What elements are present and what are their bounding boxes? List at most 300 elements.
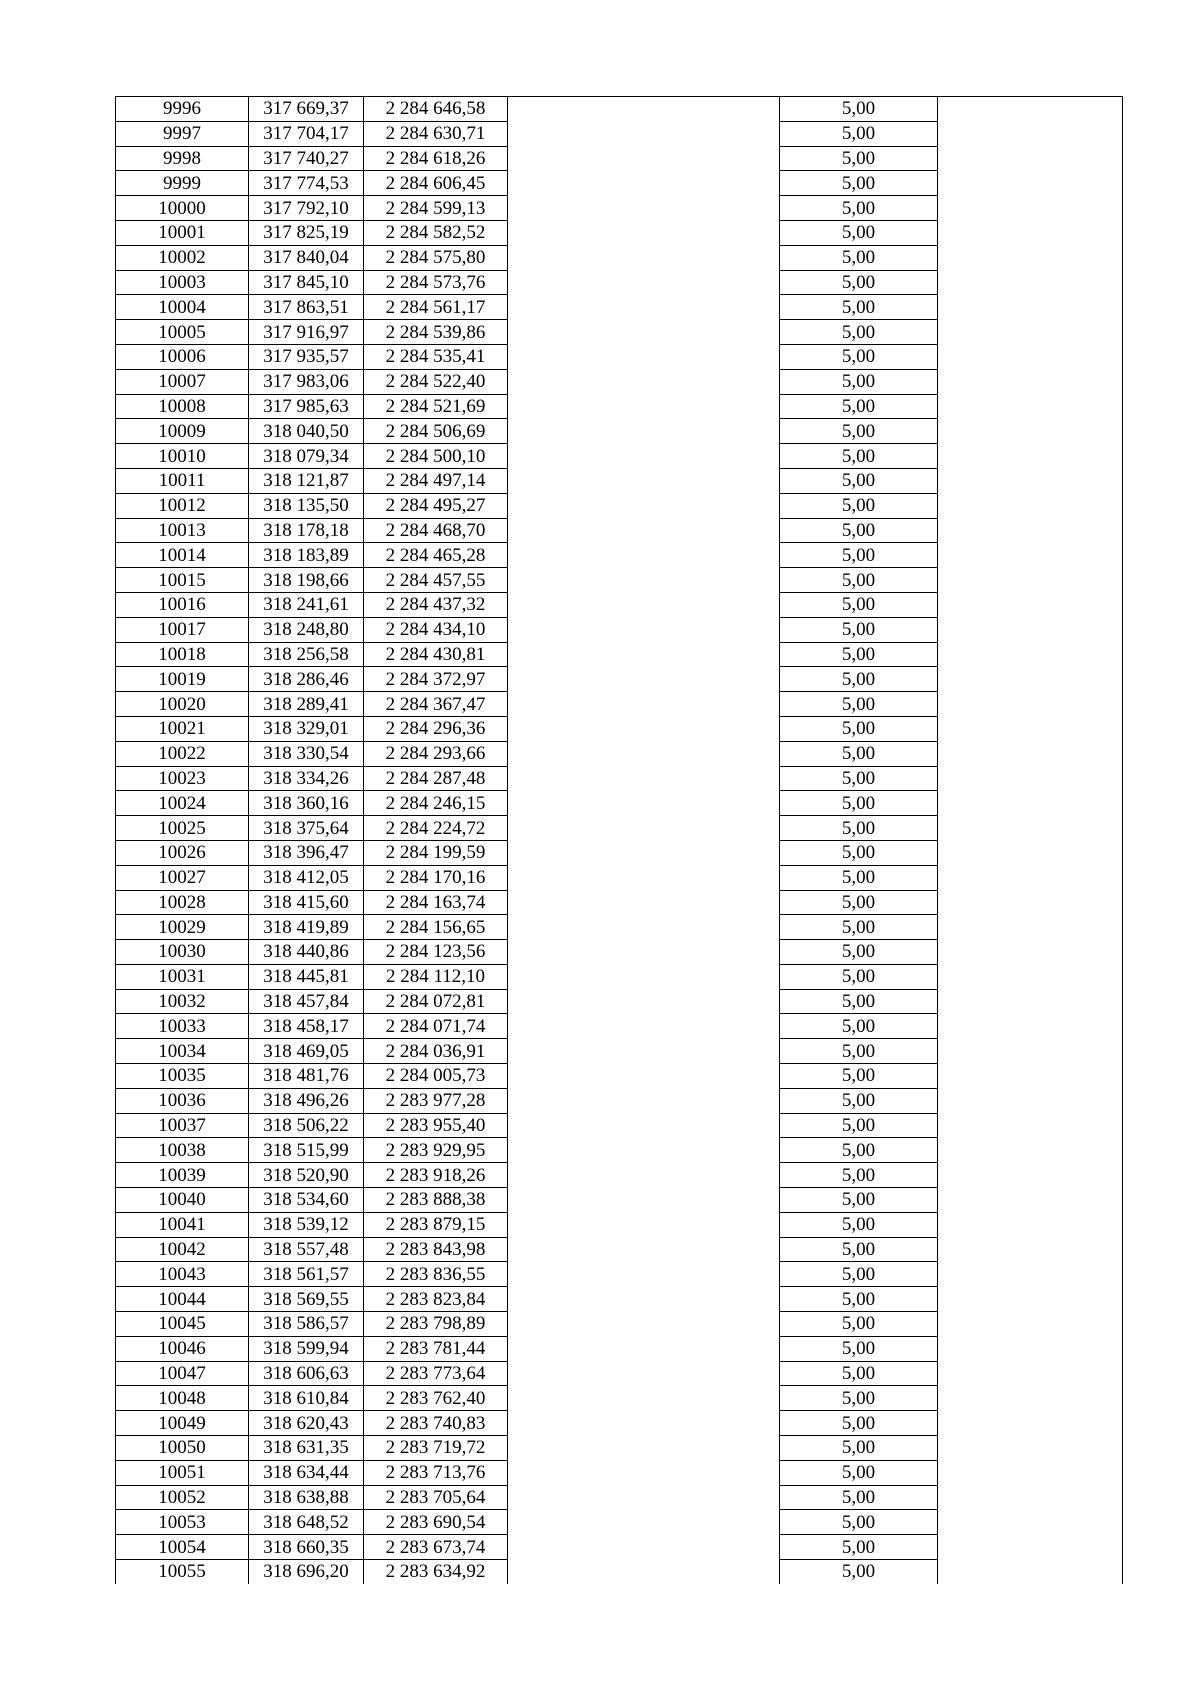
x-coordinate-cell: 317 704,17 [249, 121, 364, 146]
value-cell: 5,00 [780, 171, 938, 196]
table-row [116, 1386, 1123, 1411]
empty-cell [508, 716, 780, 741]
empty-cell [508, 766, 780, 791]
y-coordinate-cell: 2 284 575,80 [364, 245, 508, 270]
empty-cell [938, 245, 1123, 270]
point-number-cell: 10041 [116, 1212, 249, 1237]
empty-cell [938, 220, 1123, 245]
point-number-cell: 10021 [116, 716, 249, 741]
empty-cell [508, 1436, 780, 1461]
value-cell: 5,00 [780, 1312, 938, 1337]
value-cell: 5,00 [780, 518, 938, 543]
empty-cell [508, 493, 780, 518]
x-coordinate-cell: 318 620,43 [249, 1411, 364, 1436]
y-coordinate-cell: 2 283 879,15 [364, 1212, 508, 1237]
empty-cell [508, 1485, 780, 1510]
point-number-cell: 10044 [116, 1287, 249, 1312]
point-number-cell: 10042 [116, 1237, 249, 1262]
x-coordinate-cell: 318 135,50 [249, 493, 364, 518]
empty-cell [938, 1336, 1123, 1361]
value-cell: 5,00 [780, 1386, 938, 1411]
y-coordinate-cell: 2 283 798,89 [364, 1312, 508, 1337]
point-number-cell: 10017 [116, 617, 249, 642]
value-cell: 5,00 [780, 692, 938, 717]
empty-cell [938, 692, 1123, 717]
value-cell: 5,00 [780, 1287, 938, 1312]
value-cell: 5,00 [780, 270, 938, 295]
table-row [116, 865, 1123, 890]
point-number-cell: 9996 [116, 97, 249, 122]
table-row [116, 1212, 1123, 1237]
table-row [116, 97, 1123, 122]
point-number-cell: 10007 [116, 369, 249, 394]
table-row [116, 1113, 1123, 1138]
table-row [116, 518, 1123, 543]
table-row [116, 295, 1123, 320]
y-coordinate-cell: 2 284 071,74 [364, 1014, 508, 1039]
empty-cell [938, 1088, 1123, 1113]
empty-cell [508, 840, 780, 865]
value-cell: 5,00 [780, 840, 938, 865]
x-coordinate-cell: 318 330,54 [249, 741, 364, 766]
point-number-cell: 10047 [116, 1361, 249, 1386]
y-coordinate-cell: 2 284 500,10 [364, 444, 508, 469]
x-coordinate-cell: 318 648,52 [249, 1510, 364, 1535]
empty-cell [938, 1436, 1123, 1461]
point-number-cell: 10038 [116, 1138, 249, 1163]
empty-cell [508, 1386, 780, 1411]
point-number-cell: 10032 [116, 989, 249, 1014]
value-cell: 5,00 [780, 1485, 938, 1510]
x-coordinate-cell: 318 396,47 [249, 840, 364, 865]
point-number-cell: 9997 [116, 121, 249, 146]
x-coordinate-cell: 317 669,37 [249, 97, 364, 122]
value-cell: 5,00 [780, 196, 938, 221]
y-coordinate-cell: 2 284 630,71 [364, 121, 508, 146]
x-coordinate-cell: 317 840,04 [249, 245, 364, 270]
table-row [116, 1287, 1123, 1312]
value-cell: 5,00 [780, 1113, 938, 1138]
empty-cell [938, 468, 1123, 493]
y-coordinate-cell: 2 284 072,81 [364, 989, 508, 1014]
y-coordinate-cell: 2 284 434,10 [364, 617, 508, 642]
empty-cell [508, 1411, 780, 1436]
point-number-cell: 10015 [116, 568, 249, 593]
y-coordinate-cell: 2 284 495,27 [364, 493, 508, 518]
x-coordinate-cell: 317 825,19 [249, 220, 364, 245]
empty-cell [508, 692, 780, 717]
x-coordinate-cell: 318 440,86 [249, 940, 364, 965]
empty-cell [508, 964, 780, 989]
table-row [116, 1014, 1123, 1039]
empty-cell [938, 97, 1123, 122]
point-number-cell: 10053 [116, 1510, 249, 1535]
x-coordinate-cell: 317 916,97 [249, 320, 364, 345]
empty-cell [508, 146, 780, 171]
x-coordinate-cell: 318 412,05 [249, 865, 364, 890]
table-row [116, 617, 1123, 642]
x-coordinate-cell: 318 457,84 [249, 989, 364, 1014]
value-cell: 5,00 [780, 741, 938, 766]
table-row [116, 468, 1123, 493]
empty-cell [938, 196, 1123, 221]
x-coordinate-cell: 318 586,57 [249, 1312, 364, 1337]
x-coordinate-cell: 317 985,63 [249, 394, 364, 419]
y-coordinate-cell: 2 284 573,76 [364, 270, 508, 295]
point-number-cell: 10036 [116, 1088, 249, 1113]
x-coordinate-cell: 318 481,76 [249, 1064, 364, 1089]
empty-cell [938, 1510, 1123, 1535]
table-row [116, 444, 1123, 469]
value-cell: 5,00 [780, 1088, 938, 1113]
empty-cell [938, 1485, 1123, 1510]
empty-cell [508, 369, 780, 394]
table-row [116, 1510, 1123, 1535]
value-cell: 5,00 [780, 766, 938, 791]
table-row [116, 419, 1123, 444]
y-coordinate-cell: 2 284 539,86 [364, 320, 508, 345]
table-row [116, 543, 1123, 568]
point-number-cell: 10051 [116, 1460, 249, 1485]
value-cell: 5,00 [780, 320, 938, 345]
empty-cell [938, 121, 1123, 146]
y-coordinate-cell: 2 283 673,74 [364, 1535, 508, 1560]
empty-cell [508, 989, 780, 1014]
empty-cell [508, 1361, 780, 1386]
empty-cell [508, 1039, 780, 1064]
x-coordinate-cell: 318 539,12 [249, 1212, 364, 1237]
y-coordinate-cell: 2 284 465,28 [364, 543, 508, 568]
value-cell: 5,00 [780, 716, 938, 741]
x-coordinate-cell: 318 289,41 [249, 692, 364, 717]
empty-cell [508, 568, 780, 593]
table-row [116, 1336, 1123, 1361]
value-cell: 5,00 [780, 592, 938, 617]
empty-cell [508, 791, 780, 816]
y-coordinate-cell: 2 283 836,55 [364, 1262, 508, 1287]
value-cell: 5,00 [780, 394, 938, 419]
y-coordinate-cell: 2 284 437,32 [364, 592, 508, 617]
x-coordinate-cell: 317 774,53 [249, 171, 364, 196]
x-coordinate-cell: 318 515,99 [249, 1138, 364, 1163]
y-coordinate-cell: 2 284 618,26 [364, 146, 508, 171]
empty-cell [938, 1188, 1123, 1213]
empty-cell [938, 1262, 1123, 1287]
value-cell: 5,00 [780, 1039, 938, 1064]
empty-cell [508, 1510, 780, 1535]
y-coordinate-cell: 2 284 163,74 [364, 890, 508, 915]
table-row [116, 1138, 1123, 1163]
point-number-cell: 10001 [116, 220, 249, 245]
table-row [116, 741, 1123, 766]
point-number-cell: 10004 [116, 295, 249, 320]
table-row [116, 1262, 1123, 1287]
point-number-cell: 10033 [116, 1014, 249, 1039]
point-number-cell: 10014 [116, 543, 249, 568]
empty-cell [508, 171, 780, 196]
y-coordinate-cell: 2 284 112,10 [364, 964, 508, 989]
y-coordinate-cell: 2 284 497,14 [364, 468, 508, 493]
x-coordinate-cell: 318 445,81 [249, 964, 364, 989]
empty-cell [508, 890, 780, 915]
point-number-cell: 10043 [116, 1262, 249, 1287]
point-number-cell: 10025 [116, 816, 249, 841]
table-row [116, 369, 1123, 394]
table-row [116, 1361, 1123, 1386]
y-coordinate-cell: 2 283 929,95 [364, 1138, 508, 1163]
point-number-cell: 10034 [116, 1039, 249, 1064]
point-number-cell: 10049 [116, 1411, 249, 1436]
empty-cell [508, 1560, 780, 1584]
x-coordinate-cell: 318 375,64 [249, 816, 364, 841]
point-number-cell: 10054 [116, 1535, 249, 1560]
empty-cell [938, 1212, 1123, 1237]
empty-cell [508, 121, 780, 146]
point-number-cell: 10003 [116, 270, 249, 295]
x-coordinate-cell: 318 248,80 [249, 617, 364, 642]
table-row [116, 146, 1123, 171]
y-coordinate-cell: 2 284 199,59 [364, 840, 508, 865]
table-row [116, 791, 1123, 816]
point-number-cell: 10046 [116, 1336, 249, 1361]
x-coordinate-cell: 318 360,16 [249, 791, 364, 816]
empty-cell [938, 592, 1123, 617]
value-cell: 5,00 [780, 220, 938, 245]
empty-cell [508, 1287, 780, 1312]
y-coordinate-cell: 2 283 740,83 [364, 1411, 508, 1436]
table-row [116, 394, 1123, 419]
y-coordinate-cell: 2 284 430,81 [364, 642, 508, 667]
empty-cell [508, 419, 780, 444]
empty-cell [938, 989, 1123, 1014]
x-coordinate-cell: 318 458,17 [249, 1014, 364, 1039]
value-cell: 5,00 [780, 1535, 938, 1560]
value-cell: 5,00 [780, 791, 938, 816]
table-row [116, 171, 1123, 196]
empty-cell [938, 419, 1123, 444]
value-cell: 5,00 [780, 295, 938, 320]
empty-cell [508, 1014, 780, 1039]
point-number-cell: 10024 [116, 791, 249, 816]
value-cell: 5,00 [780, 444, 938, 469]
y-coordinate-cell: 2 283 634,92 [364, 1560, 508, 1584]
point-number-cell: 10052 [116, 1485, 249, 1510]
table-row [116, 121, 1123, 146]
point-number-cell: 10006 [116, 344, 249, 369]
table-row [116, 1460, 1123, 1485]
y-coordinate-cell: 2 283 762,40 [364, 1386, 508, 1411]
y-coordinate-cell: 2 284 606,45 [364, 171, 508, 196]
y-coordinate-cell: 2 284 457,55 [364, 568, 508, 593]
value-cell: 5,00 [780, 1237, 938, 1262]
table-row [116, 667, 1123, 692]
empty-cell [938, 1014, 1123, 1039]
table-row [116, 1039, 1123, 1064]
x-coordinate-cell: 318 419,89 [249, 915, 364, 940]
empty-cell [508, 1262, 780, 1287]
empty-cell [938, 543, 1123, 568]
y-coordinate-cell: 2 284 522,40 [364, 369, 508, 394]
y-coordinate-cell: 2 284 372,97 [364, 667, 508, 692]
x-coordinate-cell: 318 469,05 [249, 1039, 364, 1064]
x-coordinate-cell: 318 329,01 [249, 716, 364, 741]
empty-cell [508, 518, 780, 543]
y-coordinate-cell: 2 284 170,16 [364, 865, 508, 890]
empty-cell [508, 394, 780, 419]
empty-cell [938, 1113, 1123, 1138]
point-number-cell: 10019 [116, 667, 249, 692]
x-coordinate-cell: 318 241,61 [249, 592, 364, 617]
value-cell: 5,00 [780, 940, 938, 965]
y-coordinate-cell: 2 283 888,38 [364, 1188, 508, 1213]
value-cell: 5,00 [780, 617, 938, 642]
y-coordinate-cell: 2 284 123,56 [364, 940, 508, 965]
empty-cell [938, 344, 1123, 369]
x-coordinate-cell: 318 557,48 [249, 1237, 364, 1262]
empty-cell [508, 865, 780, 890]
empty-cell [938, 865, 1123, 890]
y-coordinate-cell: 2 283 955,40 [364, 1113, 508, 1138]
value-cell: 5,00 [780, 642, 938, 667]
empty-cell [508, 320, 780, 345]
point-number-cell: 9999 [116, 171, 249, 196]
point-number-cell: 10027 [116, 865, 249, 890]
value-cell: 5,00 [780, 1064, 938, 1089]
table-row [116, 1237, 1123, 1262]
empty-cell [508, 667, 780, 692]
empty-cell [938, 1237, 1123, 1262]
empty-cell [508, 1460, 780, 1485]
table-row [116, 1312, 1123, 1337]
table-row [116, 816, 1123, 841]
y-coordinate-cell: 2 283 719,72 [364, 1436, 508, 1461]
coordinates-table [115, 96, 1123, 1584]
y-coordinate-cell: 2 284 521,69 [364, 394, 508, 419]
y-coordinate-cell: 2 283 977,28 [364, 1088, 508, 1113]
value-cell: 5,00 [780, 1163, 938, 1188]
x-coordinate-cell: 318 079,34 [249, 444, 364, 469]
value-cell: 5,00 [780, 245, 938, 270]
x-coordinate-cell: 317 740,27 [249, 146, 364, 171]
value-cell: 5,00 [780, 1262, 938, 1287]
value-cell: 5,00 [780, 1336, 938, 1361]
empty-cell [508, 1064, 780, 1089]
y-coordinate-cell: 2 284 036,91 [364, 1039, 508, 1064]
table-row [116, 989, 1123, 1014]
empty-cell [938, 816, 1123, 841]
empty-cell [508, 1188, 780, 1213]
coordinates-table-body [116, 97, 1123, 1584]
x-coordinate-cell: 318 660,35 [249, 1535, 364, 1560]
y-coordinate-cell: 2 284 582,52 [364, 220, 508, 245]
y-coordinate-cell: 2 284 246,15 [364, 791, 508, 816]
value-cell: 5,00 [780, 1361, 938, 1386]
table-row [116, 1436, 1123, 1461]
empty-cell [508, 468, 780, 493]
point-number-cell: 10011 [116, 468, 249, 493]
value-cell: 5,00 [780, 865, 938, 890]
empty-cell [938, 741, 1123, 766]
empty-cell [508, 1113, 780, 1138]
table-row [116, 1064, 1123, 1089]
point-number-cell: 10000 [116, 196, 249, 221]
empty-cell [938, 146, 1123, 171]
point-number-cell: 10023 [116, 766, 249, 791]
empty-cell [938, 940, 1123, 965]
x-coordinate-cell: 317 792,10 [249, 196, 364, 221]
y-coordinate-cell: 2 284 646,58 [364, 97, 508, 122]
value-cell: 5,00 [780, 1510, 938, 1535]
y-coordinate-cell: 2 283 690,54 [364, 1510, 508, 1535]
table-row [116, 1560, 1123, 1584]
empty-cell [938, 518, 1123, 543]
x-coordinate-cell: 318 561,57 [249, 1262, 364, 1287]
empty-cell [508, 543, 780, 568]
value-cell: 5,00 [780, 493, 938, 518]
empty-cell [508, 1088, 780, 1113]
empty-cell [938, 493, 1123, 518]
empty-cell [508, 1163, 780, 1188]
empty-cell [508, 940, 780, 965]
point-number-cell: 10013 [116, 518, 249, 543]
point-number-cell: 9998 [116, 146, 249, 171]
value-cell: 5,00 [780, 543, 938, 568]
x-coordinate-cell: 318 121,87 [249, 468, 364, 493]
y-coordinate-cell: 2 283 843,98 [364, 1237, 508, 1262]
table-row [116, 245, 1123, 270]
point-number-cell: 10030 [116, 940, 249, 965]
x-coordinate-cell: 318 606,63 [249, 1361, 364, 1386]
x-coordinate-cell: 318 506,22 [249, 1113, 364, 1138]
empty-cell [508, 97, 780, 122]
value-cell: 5,00 [780, 1411, 938, 1436]
value-cell: 5,00 [780, 419, 938, 444]
empty-cell [938, 617, 1123, 642]
empty-cell [508, 1237, 780, 1262]
x-coordinate-cell: 318 610,84 [249, 1386, 364, 1411]
empty-cell [508, 1336, 780, 1361]
y-coordinate-cell: 2 283 713,76 [364, 1460, 508, 1485]
x-coordinate-cell: 318 599,94 [249, 1336, 364, 1361]
point-number-cell: 10050 [116, 1436, 249, 1461]
x-coordinate-cell: 318 178,18 [249, 518, 364, 543]
x-coordinate-cell: 318 520,90 [249, 1163, 364, 1188]
empty-cell [938, 1287, 1123, 1312]
empty-cell [508, 1138, 780, 1163]
table-row [116, 915, 1123, 940]
empty-cell [938, 1411, 1123, 1436]
empty-cell [938, 270, 1123, 295]
table-row [116, 196, 1123, 221]
empty-cell [938, 964, 1123, 989]
table-row [116, 270, 1123, 295]
point-number-cell: 10005 [116, 320, 249, 345]
point-number-cell: 10055 [116, 1560, 249, 1584]
value-cell: 5,00 [780, 468, 938, 493]
table-row [116, 320, 1123, 345]
empty-cell [508, 196, 780, 221]
y-coordinate-cell: 2 283 781,44 [364, 1336, 508, 1361]
point-number-cell: 10031 [116, 964, 249, 989]
empty-cell [938, 890, 1123, 915]
empty-cell [938, 915, 1123, 940]
value-cell: 5,00 [780, 667, 938, 692]
y-coordinate-cell: 2 284 005,73 [364, 1064, 508, 1089]
table-row [116, 692, 1123, 717]
x-coordinate-cell: 317 935,57 [249, 344, 364, 369]
empty-cell [938, 667, 1123, 692]
y-coordinate-cell: 2 284 367,47 [364, 692, 508, 717]
